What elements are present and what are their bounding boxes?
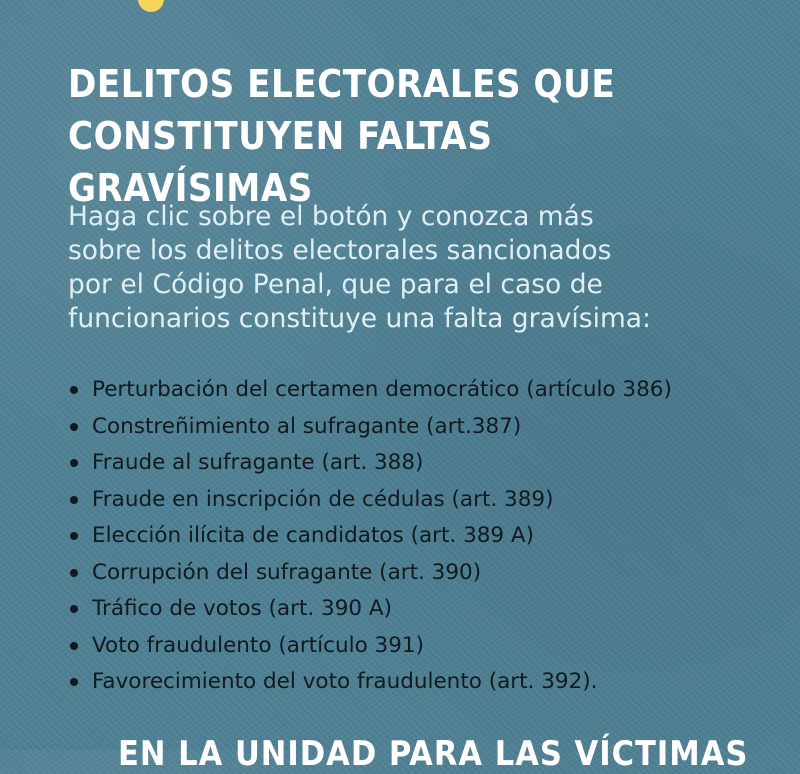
intro-line-1: Haga clic sobre el botón y conozca más: [68, 201, 594, 232]
list-item-label: Fraude en inscripción de cédulas (art. 389): [92, 486, 554, 512]
bullet-icon: [70, 605, 78, 613]
title-line-1: DELITOS ELECTORALES QUE: [68, 62, 616, 106]
list-item: [68, 445, 768, 482]
electoral-crimes-list: [68, 372, 768, 701]
bullet-icon: [70, 459, 78, 467]
list-item: [68, 664, 768, 701]
list-item-label: Constreñimiento al sufragante (art.387): [92, 413, 522, 439]
list-item: [68, 482, 768, 519]
intro-line-4: funcionarios constituye una falta gravísima:: [68, 303, 651, 334]
list-item-label: Tráfico de votos (art. 390 A): [92, 596, 393, 621]
intro-line-3: por el Código Penal, que para el caso de: [68, 269, 603, 300]
list-item: [68, 591, 768, 628]
bullet-icon: [70, 532, 78, 540]
list-item-label: Elección ilícita de candidatos (art. 389 A): [92, 523, 535, 548]
decorative-yellow-shape: [138, 0, 164, 12]
list-item-label: Fraude al sufragante (art. 388): [92, 450, 424, 475]
footer-heading: EN LA UNIDAD PARA LAS VÍCTIMAS: [118, 734, 749, 774]
bullet-icon: [70, 423, 78, 431]
page-title: [68, 58, 748, 214]
list-item-label: Perturbación del certamen democrático (artículo 386): [92, 377, 672, 402]
bullet-icon: [70, 496, 78, 504]
list-item: [68, 518, 768, 555]
intro-paragraph: [68, 200, 748, 336]
bullet-icon: [70, 678, 78, 686]
list-item-label: Voto fraudulento (artículo 391): [92, 632, 424, 658]
bullet-icon: [70, 569, 78, 577]
intro-line-2: sobre los delitos electorales sancionados: [68, 235, 612, 266]
bullet-icon: [70, 386, 78, 394]
list-item: [68, 409, 768, 446]
bullet-icon: [70, 642, 78, 650]
list-item-label: Favorecimiento del voto fraudulento (art. 392).: [92, 669, 598, 694]
list-item: [68, 372, 768, 409]
list-item-label: Corrupción del sufragante (art. 390): [92, 559, 482, 585]
title-line-2: CONSTITUYEN FALTAS GRAVÍSIMAS: [68, 114, 493, 210]
list-item: [68, 555, 768, 592]
list-item: [68, 628, 768, 665]
